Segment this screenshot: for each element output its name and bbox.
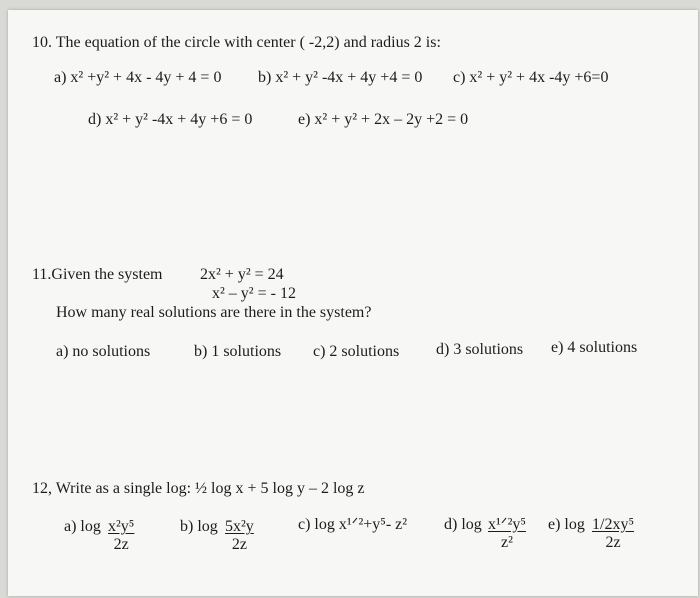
q12-option-b-denominator: 2z — [231, 536, 247, 553]
q10-stem: 10. The equation of the circle with center ( -2,2) and radius 2 is: — [32, 34, 441, 51]
q12-option-d-fraction — [488, 516, 526, 552]
q12-option-a-numerator: x²y⁵ — [108, 518, 135, 535]
q12-option-a-fraction — [108, 518, 134, 554]
q12-option-b-fraction — [225, 518, 254, 554]
q10-option-a: a) x² +y² + 4x - 4y + 4 = 0 — [54, 69, 222, 86]
q11-stem: 11.Given the system — [32, 266, 163, 283]
q12-option-d-label: d) log — [444, 516, 482, 533]
q11-equation-1: 2x² + y² = 24 — [200, 266, 284, 283]
q10-option-e: e) x² + y² + 2x – 2y +2 = 0 — [298, 111, 469, 128]
q12-option-e-numerator: 1/2xy⁵ — [592, 516, 635, 533]
q10-option-d: d) x² + y² -4x + 4y +6 = 0 — [88, 111, 253, 128]
q12-option-e-fraction — [592, 516, 634, 552]
q12-option-e-label: e) log — [548, 516, 585, 533]
worksheet-page — [8, 10, 698, 596]
q11-option-e: e) 4 solutions — [551, 339, 638, 356]
q11-option-d: d) 3 solutions — [436, 341, 524, 358]
q11-option-c: c) 2 solutions — [313, 343, 400, 360]
q12-option-d-denominator: z² — [501, 534, 513, 551]
q11-option-b: b) 1 solutions — [194, 343, 282, 360]
q11-question: How many real solutions are there in the system? — [56, 304, 372, 321]
q10-option-c: c) x² + y² + 4x -4y +6=0 — [453, 69, 609, 86]
q12-option-a-denominator: 2z — [113, 536, 129, 553]
q12-option-b-label: b) log — [180, 518, 218, 535]
q12-option-a-label: a) log — [64, 518, 101, 535]
q12-option-e-denominator: 2z — [605, 534, 621, 551]
q12-stem: 12, Write as a single log: ½ log x + 5 log y – 2 log z — [32, 480, 365, 497]
q12-option-c: c) log x¹ᐟ²+y⁵- z² — [298, 516, 408, 533]
q11-equation-2: x² – y² = - 12 — [212, 285, 296, 302]
q12-option-d-numerator: x¹ᐟ²y⁵ — [488, 516, 526, 533]
q11-option-a: a) no solutions — [56, 343, 151, 360]
q12-option-b-numerator: 5x²y — [225, 518, 254, 535]
q10-option-b: b) x² + y² -4x + 4y +4 = 0 — [258, 69, 423, 86]
